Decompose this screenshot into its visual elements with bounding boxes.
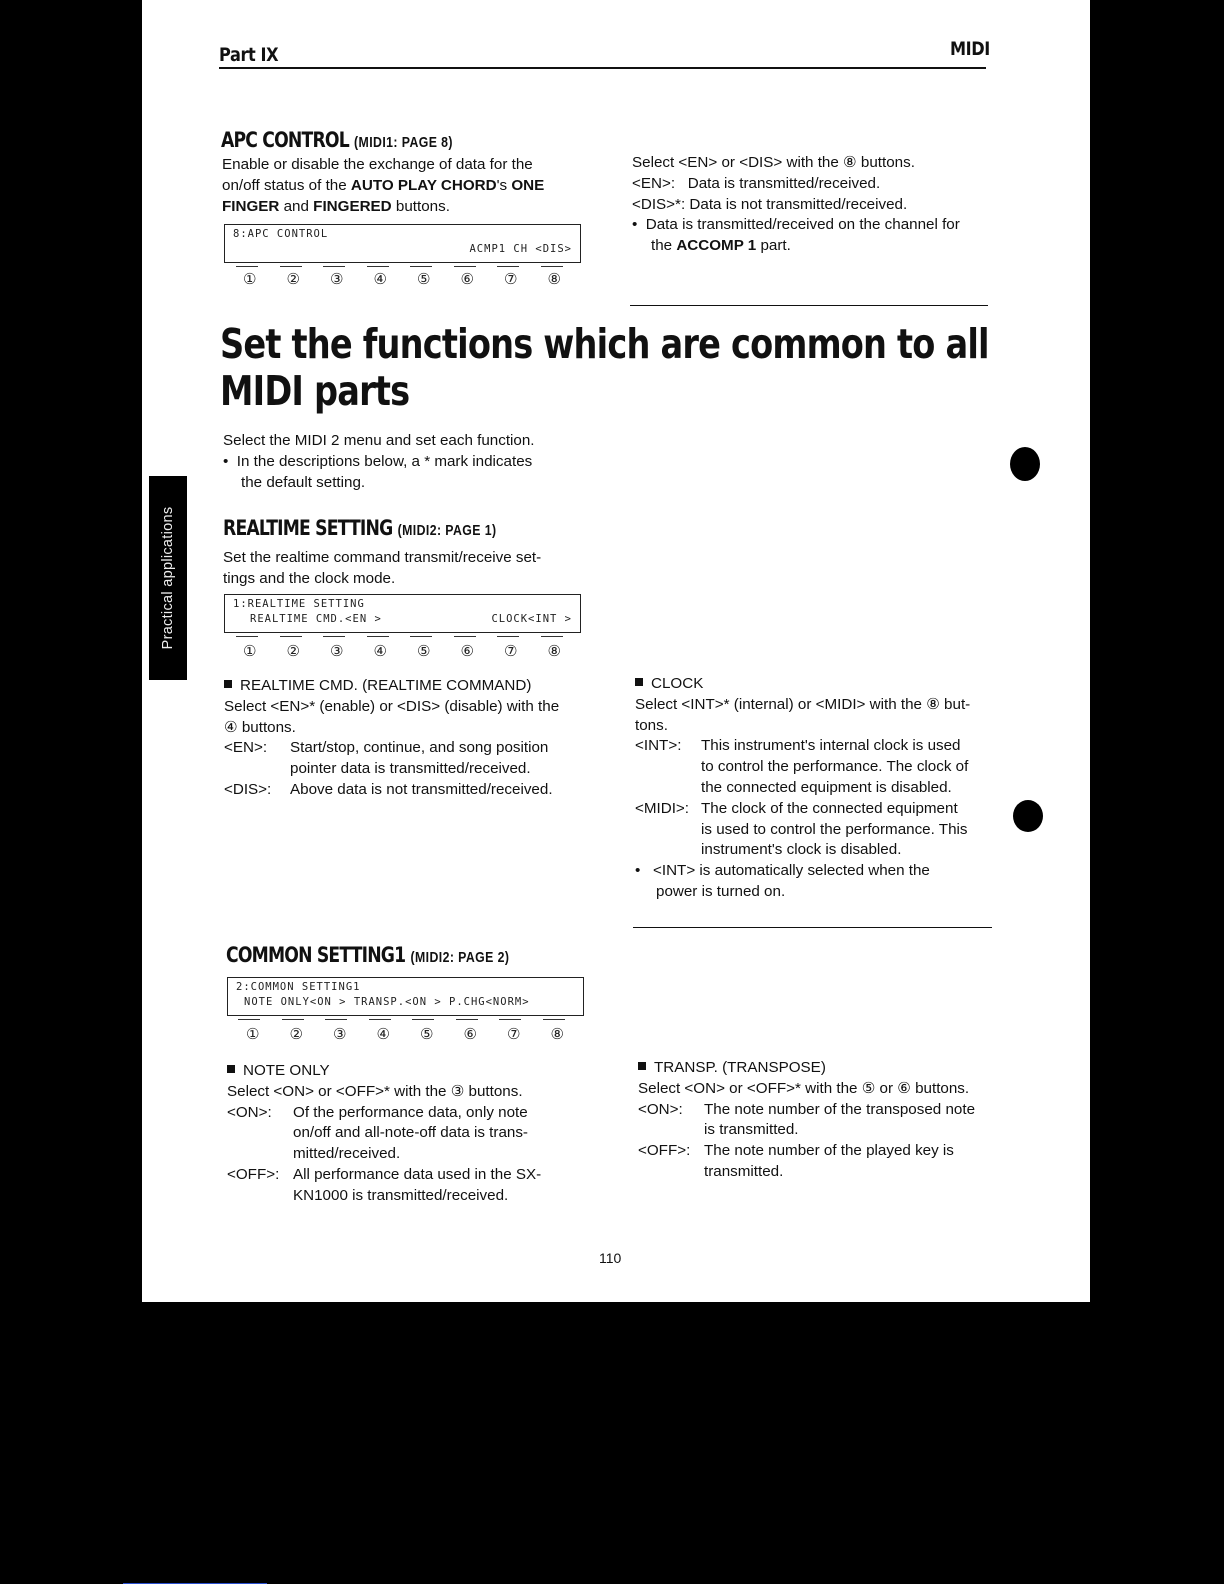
apc-desc-frag: 's bbox=[496, 176, 512, 194]
option-key: <MIDI>: bbox=[635, 799, 690, 817]
clock-int-3: the connected equipment is disabled. bbox=[701, 778, 952, 796]
option-key: <EN>: bbox=[224, 739, 268, 757]
intro-bullet-cont: the default setting. bbox=[241, 473, 366, 491]
realtime-button-numbers bbox=[243, 642, 591, 660]
button-number: ① bbox=[246, 1026, 260, 1043]
note-on bbox=[227, 1103, 589, 1124]
heading-text: TRANSP. (TRANSPOSE) bbox=[654, 1059, 826, 1076]
apc-lcd bbox=[224, 224, 581, 263]
button-number: ② bbox=[289, 1026, 303, 1043]
realtime-clock-block bbox=[635, 674, 995, 903]
apc-desc-line1: Enable or disable the exchange of data for the bbox=[222, 156, 533, 173]
apc-button-numbers bbox=[243, 270, 591, 288]
clock-midi bbox=[635, 799, 995, 820]
realtime-title bbox=[223, 516, 496, 540]
option-key: <DIS>: bbox=[224, 780, 272, 798]
apc-desc-frag: on/off status of the bbox=[222, 176, 351, 194]
clock-midi-2: is used to control the performance. This bbox=[701, 820, 968, 838]
section-rule-2 bbox=[633, 927, 992, 928]
button-number: ⑤ bbox=[417, 271, 431, 288]
apc-title-text: APC CONTROL bbox=[221, 128, 349, 152]
square-bullet-icon bbox=[224, 680, 232, 688]
binding-hole-bottom bbox=[1013, 800, 1043, 832]
apc-note-bullet: • Data is transmitted/received on the channel for bbox=[632, 216, 960, 234]
option-key: <DIS>*: bbox=[632, 195, 686, 213]
common-title bbox=[226, 943, 509, 967]
apc-desc-bold: FINGER bbox=[222, 197, 280, 215]
note-heading bbox=[227, 1061, 589, 1082]
common-title-text: COMMON SETTING1 bbox=[226, 943, 406, 967]
button-number: ③ bbox=[333, 1026, 347, 1043]
apc-desc-frag: buttons. bbox=[391, 197, 450, 215]
option-text: Data is not transmitted/received. bbox=[689, 195, 908, 213]
transp-off-2: transmitted. bbox=[704, 1162, 784, 1180]
realtime-cmd-l1: Select <EN>* (enable) or <DIS> (disable) with the bbox=[224, 697, 560, 715]
intro-line1: Select the MIDI 2 menu and set each function. bbox=[223, 432, 535, 449]
button-number: ⑧ bbox=[547, 271, 561, 288]
button-number: ⑦ bbox=[504, 643, 518, 660]
option-key: <OFF>: bbox=[638, 1142, 691, 1160]
apc-select-line: Select <EN> or <DIS> with the ⑧ buttons. bbox=[632, 154, 915, 171]
scan-border-right bbox=[1090, 0, 1224, 1584]
button-number: ⑤ bbox=[417, 643, 431, 660]
square-bullet-icon bbox=[635, 678, 643, 686]
button-number: ⑧ bbox=[547, 643, 561, 660]
note-on-2: on/off and all-note-off data is trans- bbox=[293, 1124, 528, 1142]
button-number: ① bbox=[243, 643, 257, 660]
button-number: ① bbox=[243, 271, 257, 288]
clock-bullet-cont: power is turned on. bbox=[656, 882, 786, 900]
button-number: ③ bbox=[330, 271, 344, 288]
header-part: Part IX bbox=[219, 44, 279, 66]
option-text: This instrument's internal clock is used bbox=[701, 737, 961, 755]
clock-int-2: to control the performance. The clock of bbox=[701, 758, 969, 776]
button-number: ⑦ bbox=[504, 271, 518, 288]
button-number: ⑥ bbox=[463, 1026, 477, 1043]
transp-on-2: is transmitted. bbox=[704, 1121, 799, 1139]
bullet-text: In the descriptions below, a * mark indicates bbox=[236, 452, 533, 470]
heading-text: NOTE ONLY bbox=[243, 1062, 330, 1079]
button-number: ② bbox=[286, 271, 300, 288]
realtime-subtitle: (MIDI2: PAGE 1) bbox=[397, 522, 497, 539]
scan-border-bottom bbox=[123, 1302, 1090, 1584]
option-text: All performance data used in the SX- bbox=[293, 1165, 542, 1183]
transp-off bbox=[638, 1141, 998, 1162]
apc-description bbox=[222, 155, 582, 217]
option-text: Data is transmitted/received. bbox=[687, 174, 881, 192]
apc-dis-line bbox=[632, 195, 992, 216]
apc-en-line bbox=[632, 174, 992, 195]
button-number: ⑤ bbox=[420, 1026, 434, 1043]
sidebar-tab-label: Practical applications bbox=[160, 506, 176, 650]
button-number: ⑥ bbox=[460, 643, 474, 660]
option-text: The clock of the connected equipment bbox=[701, 799, 958, 817]
apc-desc-frag: and bbox=[279, 197, 314, 215]
header-section: MIDI bbox=[950, 38, 990, 60]
realtime-desc-line2: tings and the clock mode. bbox=[223, 569, 396, 587]
lcd-line2b: CLOCK<INT > bbox=[491, 613, 572, 625]
realtime-cmd-l2: ④ buttons. bbox=[224, 718, 296, 736]
clock-midi-3: instrument's clock is disabled. bbox=[701, 841, 902, 859]
lcd-line2a: REALTIME CMD.<EN > bbox=[250, 613, 382, 625]
sidebar-tab bbox=[149, 476, 187, 680]
square-bullet-icon bbox=[227, 1065, 235, 1073]
transp-l1: Select <ON> or <OFF>* with the ⑤ or ⑥ buttons. bbox=[638, 1079, 970, 1097]
note-off-2: KN1000 is transmitted/received. bbox=[293, 1186, 509, 1204]
scan-border-left bbox=[0, 0, 123, 1584]
option-key: <OFF>: bbox=[227, 1165, 280, 1183]
main-title-line1: Set the functions which are common to all bbox=[220, 320, 989, 368]
button-number: ④ bbox=[373, 271, 387, 288]
transp-heading bbox=[638, 1058, 998, 1079]
option-text: The note number of the transposed note bbox=[704, 1100, 976, 1118]
apc-title bbox=[221, 128, 453, 152]
main-title bbox=[220, 321, 989, 415]
lcd-line2: NOTE ONLY<ON > TRANSP.<ON > P.CHG<NORM> bbox=[244, 996, 530, 1008]
apc-desc-bold: FINGERED bbox=[313, 197, 392, 215]
clock-bullet: • <INT> is automatically selected when the bbox=[635, 862, 930, 880]
button-number: ③ bbox=[330, 643, 344, 660]
button-number: ④ bbox=[376, 1026, 390, 1043]
intro-text bbox=[223, 431, 583, 493]
lcd-line1: 2:COMMON SETTING1 bbox=[236, 981, 361, 993]
realtime-title-text: REALTIME SETTING bbox=[223, 516, 393, 540]
page-number: 110 bbox=[599, 1250, 622, 1266]
transp-on bbox=[638, 1100, 998, 1121]
apc-desc-line2 bbox=[222, 176, 582, 197]
apc-desc-line3 bbox=[222, 197, 582, 218]
option-text: The note number of the played key is bbox=[704, 1142, 954, 1160]
button-number: ④ bbox=[373, 643, 387, 660]
transpose-block bbox=[638, 1058, 998, 1183]
common-subtitle: (MIDI2: PAGE 2) bbox=[410, 949, 510, 966]
option-key: <EN>: bbox=[632, 174, 676, 192]
binding-hole-top bbox=[1010, 447, 1040, 481]
realtime-cmd-en bbox=[224, 738, 586, 759]
apc-desc-bold: AUTO PLAY CHORD bbox=[350, 176, 497, 194]
note-off bbox=[227, 1165, 589, 1186]
apc-right-column bbox=[632, 153, 992, 257]
bullet-bold: ACCOMP 1 bbox=[676, 237, 757, 255]
realtime-cmd-en-cont: pointer data is transmitted/received. bbox=[290, 760, 531, 778]
option-text: Above data is not transmitted/received. bbox=[290, 780, 553, 798]
bullet-text: <INT> is automatically selected when the bbox=[652, 862, 930, 880]
main-title-line2: MIDI parts bbox=[220, 367, 410, 415]
bullet-text: part. bbox=[756, 237, 791, 255]
note-only-block bbox=[227, 1061, 589, 1207]
note-l1: Select <ON> or <OFF>* with the ③ buttons. bbox=[227, 1082, 523, 1100]
realtime-lcd bbox=[224, 594, 581, 633]
realtime-desc-line1: Set the realtime command transmit/receive set- bbox=[223, 549, 542, 566]
clock-int bbox=[635, 736, 995, 757]
square-bullet-icon bbox=[638, 1062, 646, 1070]
common-button-numbers bbox=[246, 1025, 594, 1043]
button-number: ⑦ bbox=[507, 1026, 521, 1043]
intro-bullet: • In the descriptions below, a * mark indicates bbox=[223, 452, 533, 470]
lcd-line1: 1:REALTIME SETTING bbox=[233, 598, 365, 610]
bullet-text: the bbox=[651, 237, 677, 255]
clock-l2: tons. bbox=[635, 716, 668, 734]
option-text: Of the performance data, only note bbox=[293, 1103, 528, 1121]
note-on-3: mitted/received. bbox=[293, 1145, 401, 1163]
option-key: <ON>: bbox=[638, 1100, 683, 1118]
clock-heading bbox=[635, 674, 995, 695]
apc-desc-bold: ONE bbox=[511, 176, 545, 194]
heading-text: CLOCK bbox=[651, 675, 704, 692]
lcd-line1: 8:APC CONTROL bbox=[233, 228, 329, 240]
realtime-cmd-dis bbox=[224, 780, 586, 801]
scan-border-top-left bbox=[123, 0, 142, 1302]
heading-text: REALTIME CMD. (REALTIME COMMAND) bbox=[240, 677, 532, 694]
section-rule-1 bbox=[630, 305, 988, 306]
common-lcd bbox=[227, 977, 584, 1016]
realtime-cmd-heading bbox=[224, 676, 586, 697]
header-rule bbox=[219, 67, 986, 69]
option-key: <ON>: bbox=[227, 1103, 272, 1121]
realtime-description bbox=[223, 548, 583, 590]
button-number: ⑧ bbox=[550, 1026, 564, 1043]
clock-l1: Select <INT>* (internal) or <MIDI> with the ⑧ but- bbox=[635, 695, 971, 713]
button-number: ⑥ bbox=[460, 271, 474, 288]
realtime-cmd-block bbox=[224, 676, 586, 801]
button-number: ② bbox=[286, 643, 300, 660]
option-key: <INT>: bbox=[635, 737, 682, 755]
apc-note-bullet-cont bbox=[632, 236, 992, 257]
option-text: Start/stop, continue, and song position bbox=[290, 739, 549, 757]
apc-subtitle: (MIDI1: PAGE 8) bbox=[354, 134, 453, 151]
lcd-line2: ACMP1 CH <DIS> bbox=[469, 243, 572, 255]
bullet-text: Data is transmitted/received on the channel for bbox=[645, 216, 960, 234]
